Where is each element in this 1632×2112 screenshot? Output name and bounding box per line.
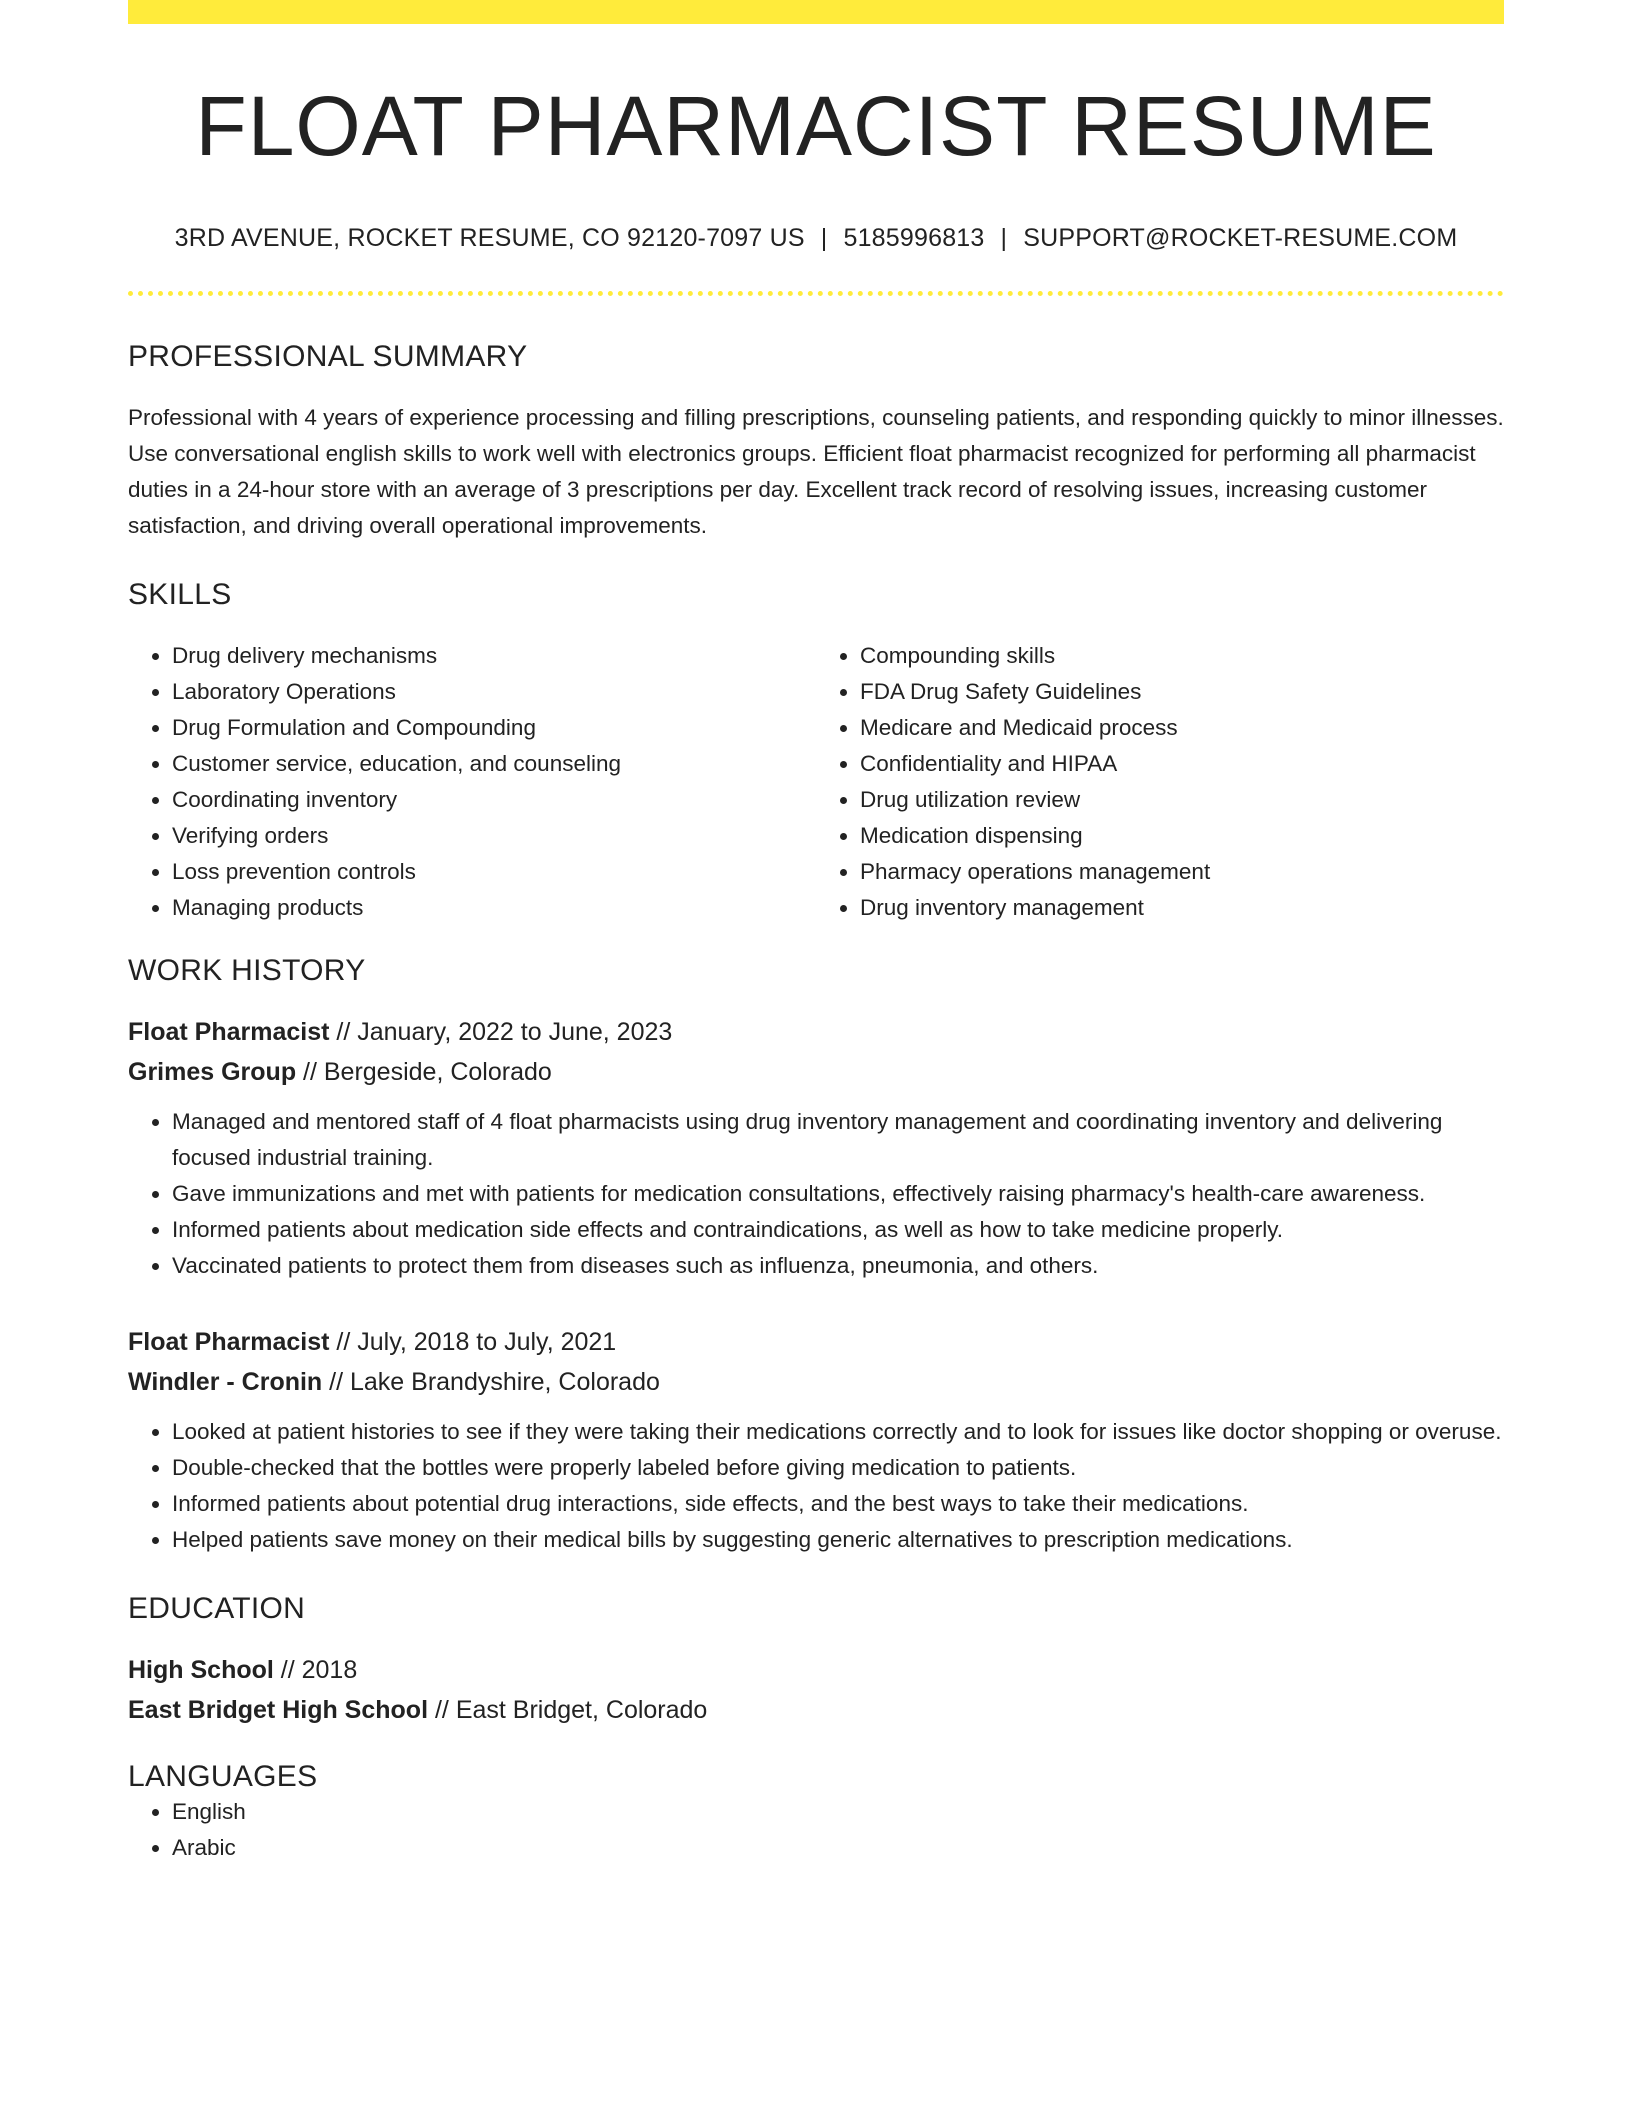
- job-role-line: [128, 1322, 1504, 1362]
- skills-heading: SKILLS: [128, 578, 232, 612]
- resume-page: [128, 0, 1504, 1866]
- skill-item: • Managing products: [172, 890, 816, 926]
- job-company: Grimes Group: [128, 1058, 297, 1087]
- contact-email: SUPPORT@ROCKET-RESUME.COM: [1023, 224, 1458, 253]
- education-school: East Bridget High School: [128, 1696, 429, 1725]
- skill-item: • Medicare and Medicaid process: [860, 710, 1504, 746]
- education-degree: High School: [128, 1656, 274, 1685]
- job-location: // Bergeside, Colorado: [296, 1058, 552, 1087]
- education-school-line: [128, 1690, 1504, 1730]
- skill-item: • Laboratory Operations: [172, 674, 816, 710]
- skill-item: • Drug inventory management: [860, 890, 1504, 926]
- contact-line: [128, 224, 1504, 253]
- job-entry: [128, 1012, 1504, 1284]
- skill-item: • Drug Formulation and Compounding: [172, 710, 816, 746]
- contact-phone: 5185996813: [843, 224, 985, 253]
- job-bullet: • Informed patients about medication side effects and contraindications, as well as how to take medicine properly.: [172, 1212, 1504, 1248]
- accent-top-bar: [128, 0, 1504, 24]
- job-role-line: [128, 1012, 1504, 1052]
- dotted-divider: [128, 291, 1504, 296]
- language-item: • English: [172, 1794, 1504, 1830]
- job-entry: [128, 1322, 1504, 1558]
- language-item: • Arabic: [172, 1830, 1504, 1866]
- job-bullets: [128, 1414, 1504, 1558]
- education-entry: [128, 1650, 1504, 1730]
- education-degree-line: [128, 1650, 1504, 1690]
- education-heading: EDUCATION: [128, 1592, 306, 1626]
- skill-item: • Compounding skills: [860, 638, 1504, 674]
- job-bullets: [128, 1104, 1504, 1284]
- work-history-heading: WORK HISTORY: [128, 954, 366, 988]
- job-bullet: • Managed and mentored staff of 4 float pharmacists using drug inventory management and coordinating inventory and delivering focused industrial training.: [172, 1104, 1504, 1176]
- skill-item: • Confidentiality and HIPAA: [860, 746, 1504, 782]
- summary-heading: PROFESSIONAL SUMMARY: [128, 340, 528, 374]
- job-role: Float Pharmacist: [128, 1328, 330, 1357]
- job-bullet: • Double-checked that the bottles were properly labeled before giving medication to patients.: [172, 1450, 1504, 1486]
- job-bullet: • Gave immunizations and met with patients for medication consultations, effectively raising pharmacy's health-care awareness.: [172, 1176, 1504, 1212]
- job-bullet: • Vaccinated patients to protect them from diseases such as influenza, pneumonia, and others.: [172, 1248, 1504, 1284]
- skill-item: • Loss prevention controls: [172, 854, 816, 890]
- contact-separator: |: [820, 224, 828, 253]
- education-location: // East Bridget, Colorado: [428, 1696, 708, 1725]
- job-dates: // January, 2022 to June, 2023: [329, 1018, 673, 1047]
- skill-item: • Verifying orders: [172, 818, 816, 854]
- job-company: Windler - Cronin: [128, 1368, 323, 1397]
- job-bullet: • Helped patients save money on their medical bills by suggesting generic alternatives to prescription medications.: [172, 1522, 1504, 1558]
- summary-text: Professional with 4 years of experience processing and filling prescriptions, counseling patients, and responding quickly to minor illnesses. Use conversational english skills to work well with electronics groups. Efficient float pharmacist recognized for performing all pharmacist duties in a 24-hour store with an average of 3 prescriptions per day. Excellent track record of resolving issues, increasing customer satisfaction, and driving overall operational improvements.: [128, 405, 1504, 539]
- education-year: // 2018: [273, 1656, 358, 1685]
- languages-heading: LANGUAGES: [128, 1760, 318, 1794]
- skills-list-left: [128, 638, 816, 926]
- contact-separator: |: [1000, 224, 1008, 253]
- languages-list: [128, 1794, 1504, 1866]
- skill-item: • Drug delivery mechanisms: [172, 638, 816, 674]
- job-bullet: • Informed patients about potential drug interactions, side effects, and the best ways to take their medications.: [172, 1486, 1504, 1522]
- skill-item: • Medication dispensing: [860, 818, 1504, 854]
- job-bullet: • Looked at patient histories to see if they were taking their medications correctly and to look for issues like doctor shopping or overuse.: [172, 1414, 1504, 1450]
- skill-item: • Drug utilization review: [860, 782, 1504, 818]
- skill-item: • Customer service, education, and counseling: [172, 746, 816, 782]
- job-role: Float Pharmacist: [128, 1018, 330, 1047]
- job-dates: // July, 2018 to July, 2021: [329, 1328, 617, 1357]
- skill-item: • Pharmacy operations management: [860, 854, 1504, 890]
- job-location: // Lake Brandyshire, Colorado: [322, 1368, 660, 1397]
- skills-list-right: [816, 638, 1504, 926]
- contact-address: 3RD AVENUE, ROCKET RESUME, CO 92120-7097 US: [174, 224, 805, 253]
- skills-columns: [128, 638, 1504, 926]
- skill-item: • Coordinating inventory: [172, 782, 816, 818]
- job-company-line: [128, 1362, 1504, 1402]
- job-company-line: [128, 1052, 1504, 1092]
- resume-title: FLOAT PHARMACIST RESUME: [195, 79, 1437, 173]
- skill-item: • FDA Drug Safety Guidelines: [860, 674, 1504, 710]
